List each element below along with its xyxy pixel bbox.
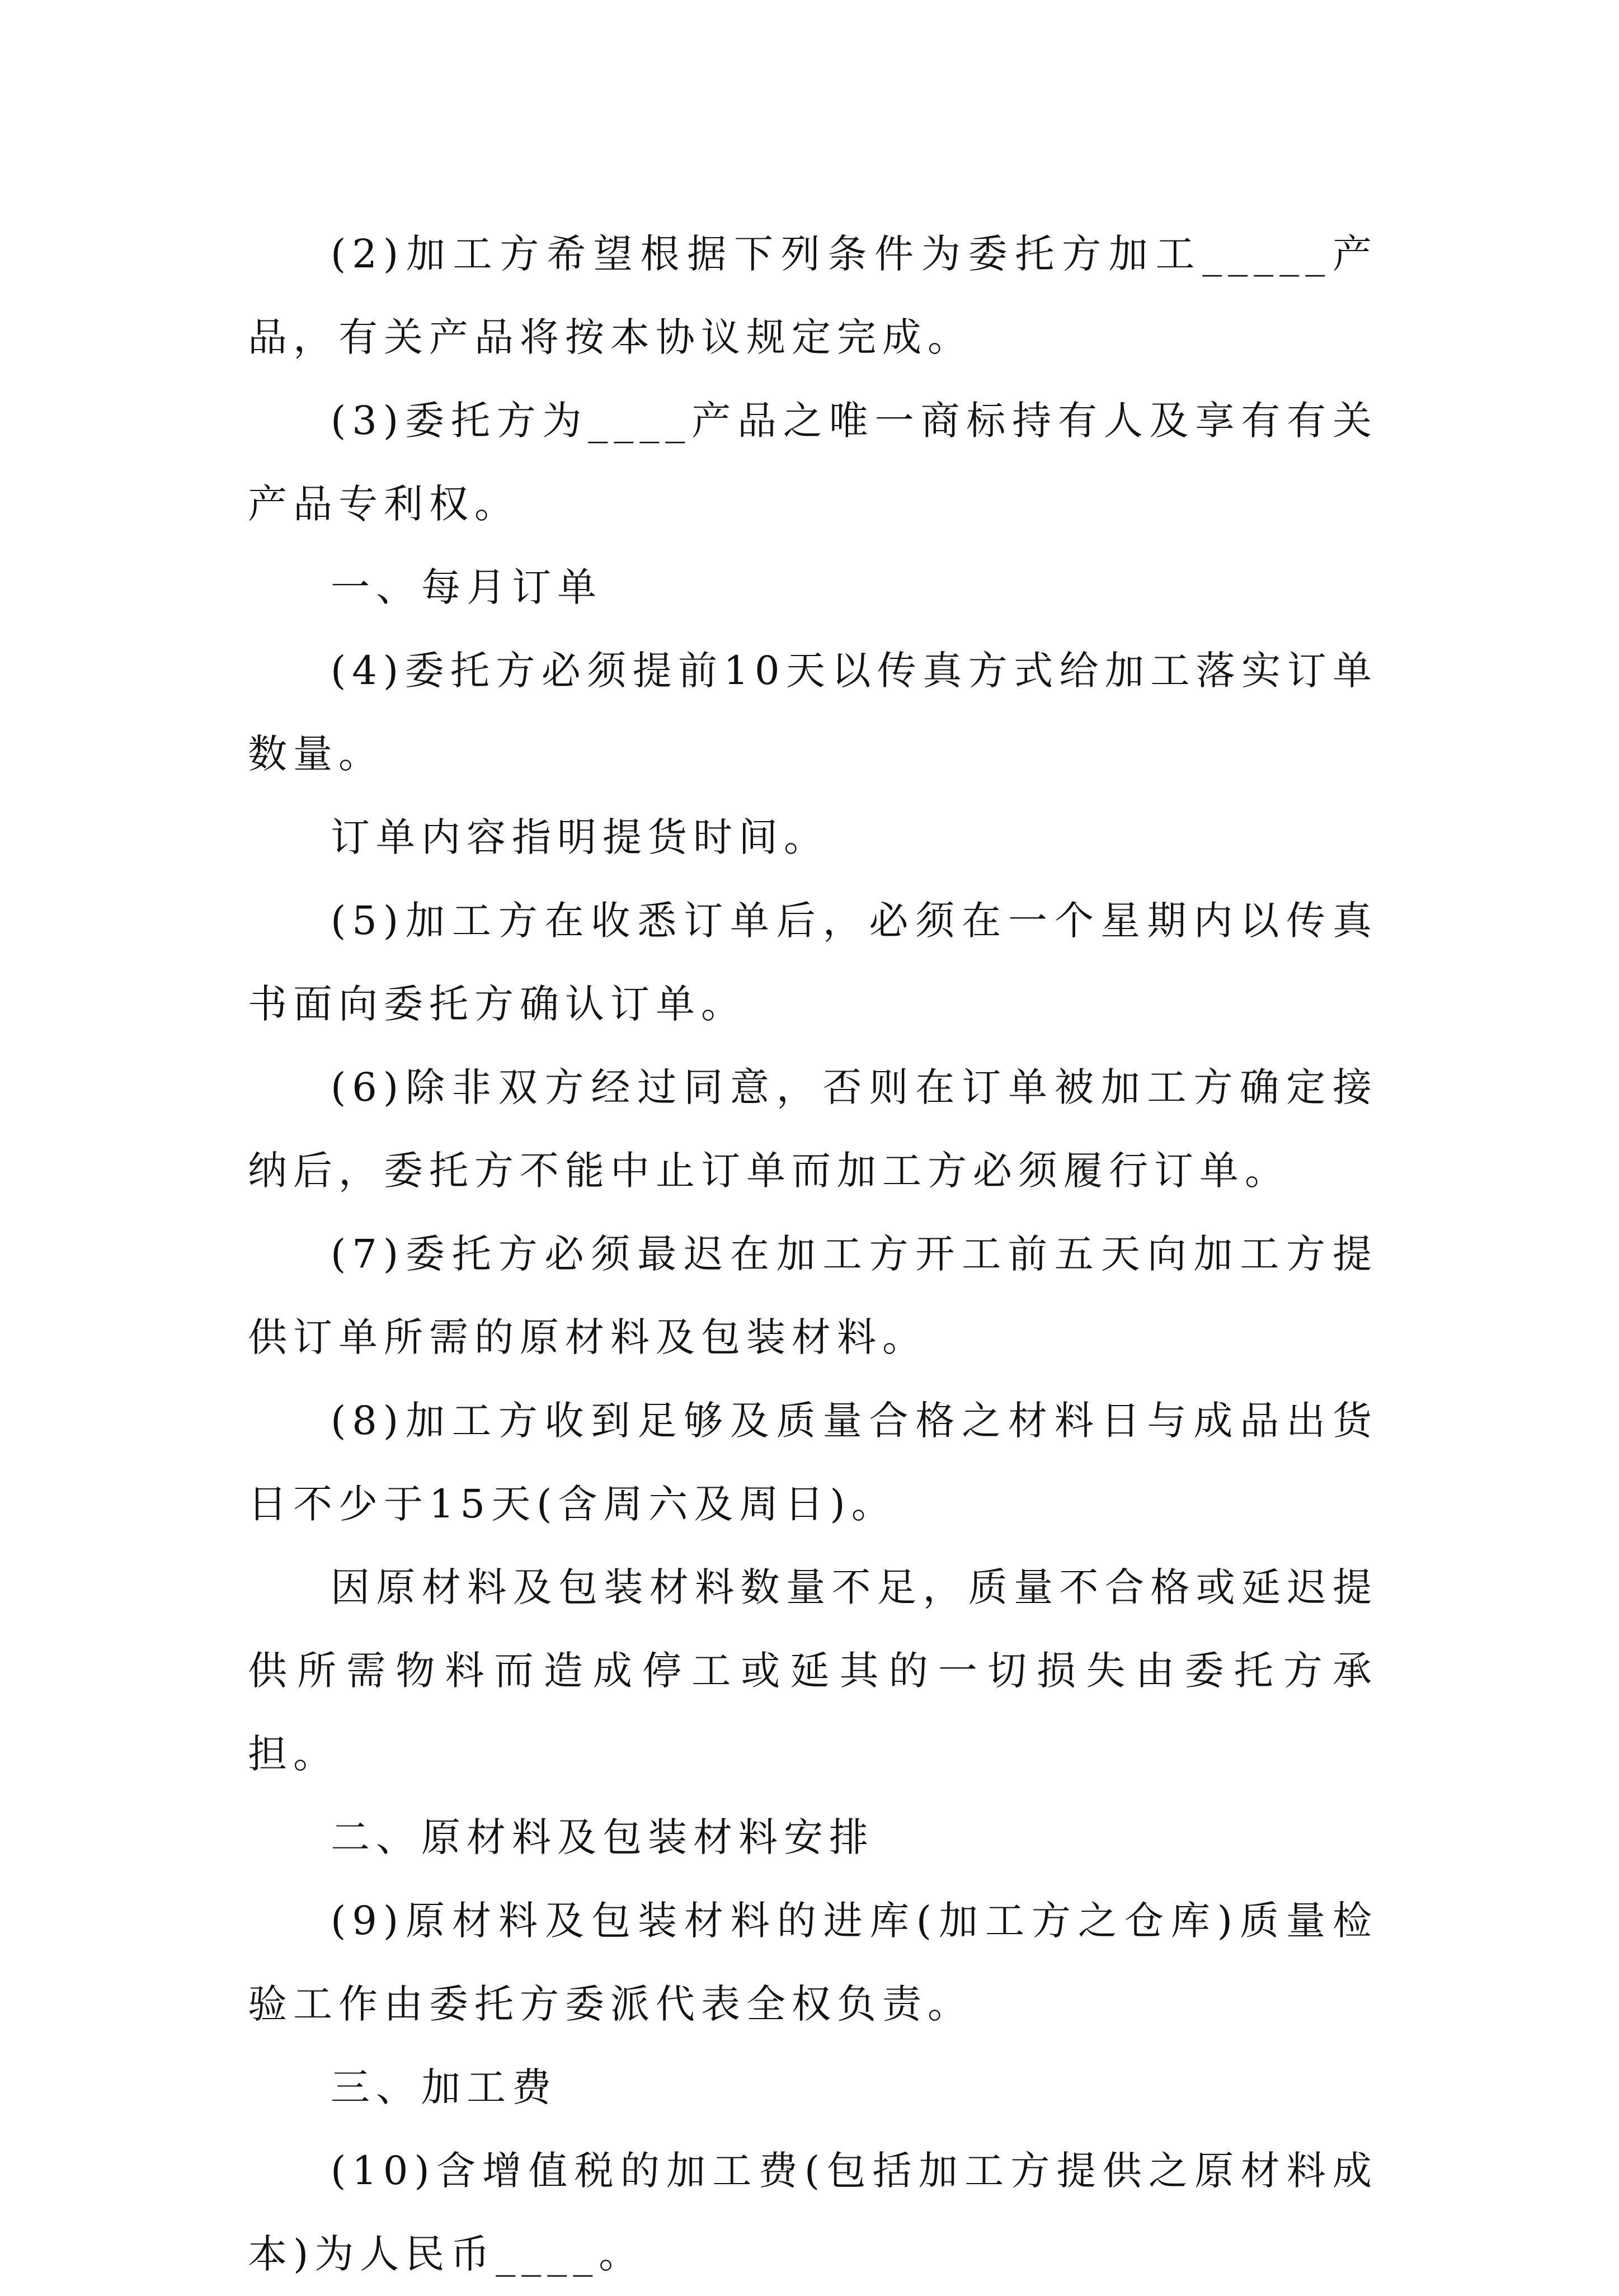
section-heading-monthly-orders: 一、每月订单 (331, 564, 603, 610)
paragraph-8-note: 因原材料及包装材料数量不足，质量不合格或延迟提供所需物料而造成停工或延其的一切损失由委托方承担。 (248, 1564, 1378, 1777)
paragraph-4-note: 订单内容指明提货时间。 (331, 814, 829, 860)
section-heading-materials: 二、原材料及包装材料安排 (331, 1814, 874, 1860)
paragraph-4: (4)委托方必须提前10天以传真方式给加工落实订单数量。 (248, 648, 1378, 777)
paragraph-9: (9)原材料及包装材料的进库(加工方之仓库)质量检验工作由委托方委派代表全权负责。 (248, 1898, 1378, 2027)
paragraph-2: (2)加工方希望根据下列条件为委托方加工_____产品，有关产品将按本协议规定完成。 (248, 231, 1378, 360)
section-heading-processing-fee: 三、加工费 (331, 2064, 557, 2110)
paragraph-6: (6)除非双方经过同意，否则在订单被加工方确定接纳后，委托方不能中止订单而加工方必须履行订单。 (248, 1064, 1378, 1194)
paragraph-10: (10)含增值税的加工费(包括加工方提供之原材料成本)为人民币____。 (248, 2148, 1378, 2277)
document-body (248, 213, 1378, 2296)
paragraph-5: (5)加工方在收悉订单后，必须在一个星期内以传真书面向委托方确认订单。 (248, 898, 1378, 1027)
paragraph-7: (7)委托方必须最迟在加工方开工前五天向加工方提供订单所需的原材料及包装材料。 (248, 1231, 1378, 1360)
paragraph-8: (8)加工方收到足够及质量合格之材料日与成品出货日不少于15天(含周六及周日)。 (248, 1398, 1378, 1527)
paragraph-3: (3)委托方为____产品之唯一商标持有人及享有有关产品专利权。 (248, 398, 1378, 527)
